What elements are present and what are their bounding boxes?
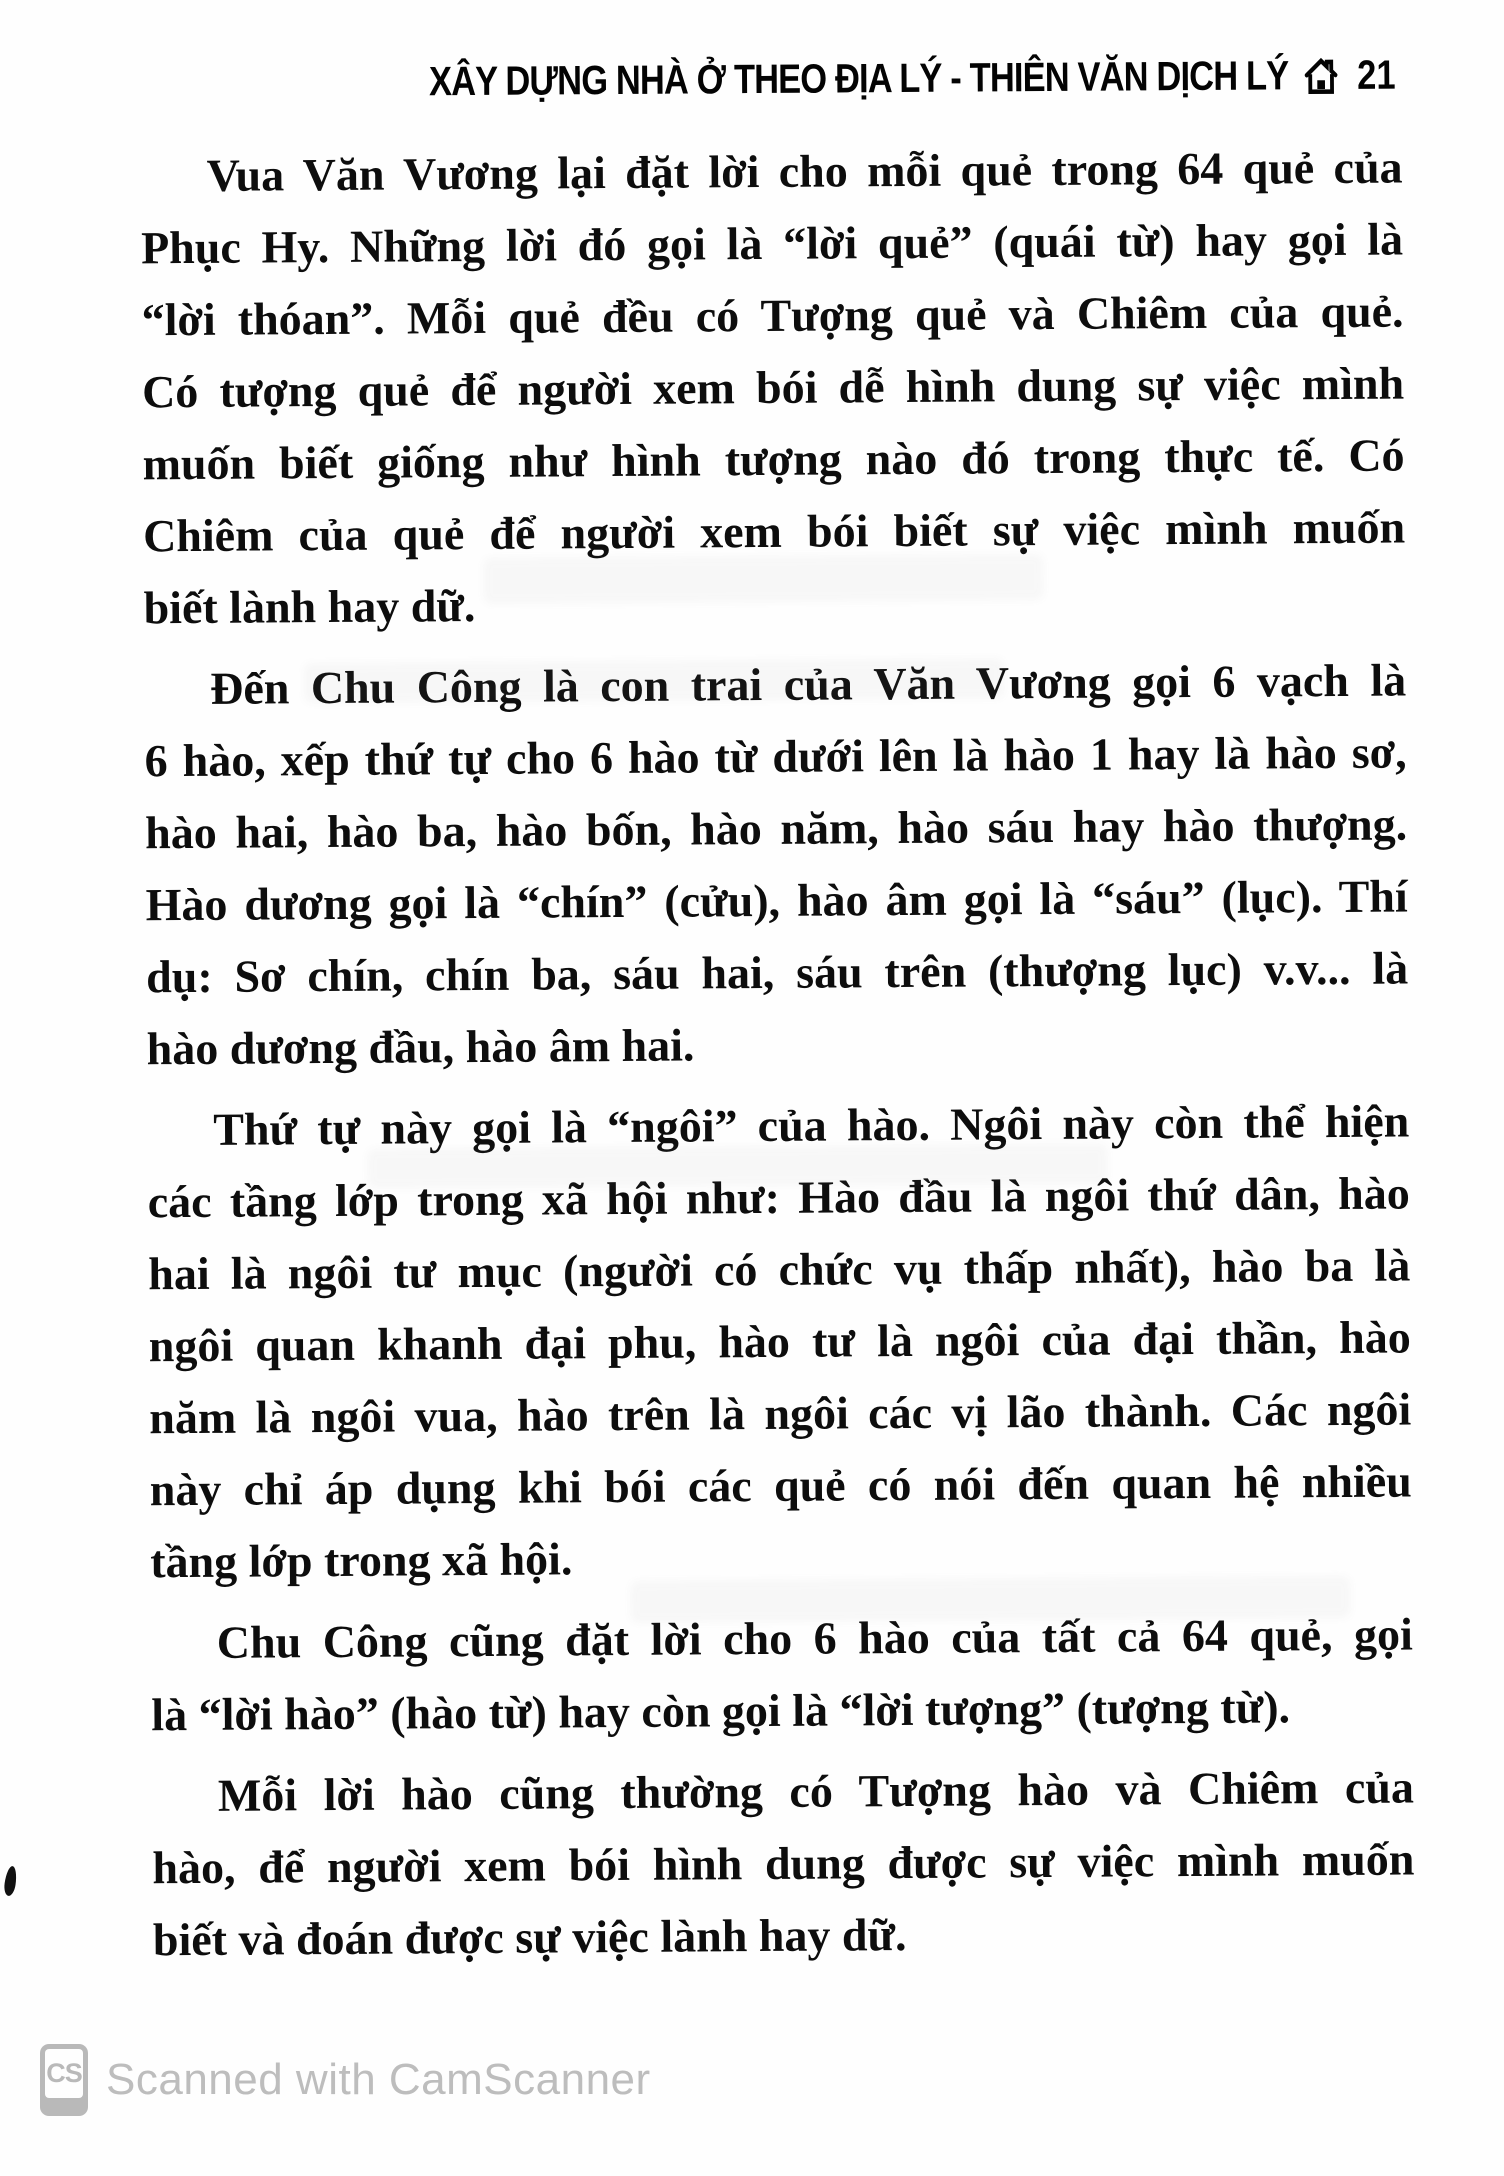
text-line: dụ: Sơ chín, chín ba, sáu hai, sáu trên (thượng lục) v.v... là (145, 942, 1409, 1003)
running-head (429, 52, 1396, 106)
camscanner-watermark (40, 2044, 651, 2116)
page-title: XÂY DỰNG NHÀ Ở THEO ĐỊA LÝ - THIÊN VĂN DỊCH LÝ (429, 52, 1289, 105)
text-line: Có tượng quẻ để người xem bói dễ hình dung sự việc mình (141, 357, 1405, 418)
text-line: Chu Công cũng đặt lời cho 6 hào của tất cả 64 quẻ, gọi (216, 1608, 1413, 1668)
text-line: này chỉ áp dụng khi bói các quẻ có nói đến quan hệ nhiều (149, 1455, 1412, 1516)
text-line: 6 hào, xếp thứ tự cho 6 hào từ dưới lên là hào 1 hay là hào sơ, (144, 726, 1407, 787)
paragraph (140, 132, 1405, 645)
camscanner-logo-screen (45, 2049, 83, 2098)
text-line: Thứ tự này gọi là “ngôi” của hào. Ngôi này còn thể hiện (213, 1095, 1410, 1155)
body-text (140, 132, 1415, 1986)
text-line: biết và đoán được sự việc lành hay dữ. (152, 1909, 907, 1966)
text-line: năm là ngôi vua, hào trên là ngôi các vị lão thành. Các ngôi (149, 1383, 1412, 1444)
camscanner-logo-letters: CS (46, 2058, 82, 2088)
text-line: Phục Hy. Những lời đó gọi là “lời quẻ” (quái từ) hay gọi là (140, 213, 1404, 274)
text-line: ngôi quan khanh đại phu, hào tư là ngôi của đại thần, hào (148, 1311, 1411, 1372)
paragraph (151, 1598, 1414, 1751)
text-line: biết lành hay dữ. (143, 579, 476, 634)
page-number: 21 (1357, 51, 1397, 98)
text-line: “lời thóan”. Mỗi quẻ đều có Tượng quẻ và Chiêm của quẻ. (141, 285, 1404, 346)
text-line: Mỗi lời hào cũng thường có Tượng hào và Chiêm của (217, 1761, 1415, 1821)
camscanner-logo-icon (40, 2044, 88, 2116)
text-line: các tầng lớp trong xã hội như: Hào đầu là ngôi thứ dân, hào (147, 1167, 1410, 1228)
house-icon (1304, 56, 1340, 94)
camscanner-watermark-label: Scanned with CamScanner (106, 2055, 651, 2104)
paragraph (147, 1085, 1412, 1598)
text-line: hào hai, hào ba, hào bốn, hào năm, hào sáu hay hào thượng. (144, 798, 1408, 859)
text-line: Vua Văn Vương lại đặt lời cho mỗi quẻ trong 64 quẻ của (206, 141, 1403, 201)
text-line: tầng lớp trong xã hội. (150, 1533, 573, 1588)
text-line: Đến Chu Công là con trai của Văn Vương gọi 6 vạch là (209, 654, 1407, 714)
text-line: hai là ngôi tư mục (người có chức vụ thấp nhất), hào ba là (148, 1239, 1411, 1300)
text-line: Chiêm của quẻ để người xem bói biết sự việc mình muốn (142, 501, 1406, 562)
text-line: hào, để người xem bói hình dung được sự việc mình muốn (152, 1833, 1415, 1894)
paragraph (152, 1751, 1415, 1976)
scan-artifact-mark (3, 1865, 18, 1896)
text-line: hào dương đầu, hào âm hai. (146, 1019, 695, 1075)
paragraph (144, 645, 1409, 1086)
text-line: Hào dương gọi là “chín” (cửu), hào âm gọi là “sáu” (lục). Thí (145, 870, 1408, 931)
text-line: muốn biết giống như hình tượng nào đó trong thực tế. Có (142, 429, 1405, 490)
text-line: là “lời hào” (hào từ) hay còn gọi là “lời tượng” (tượng từ). (151, 1681, 1291, 1741)
